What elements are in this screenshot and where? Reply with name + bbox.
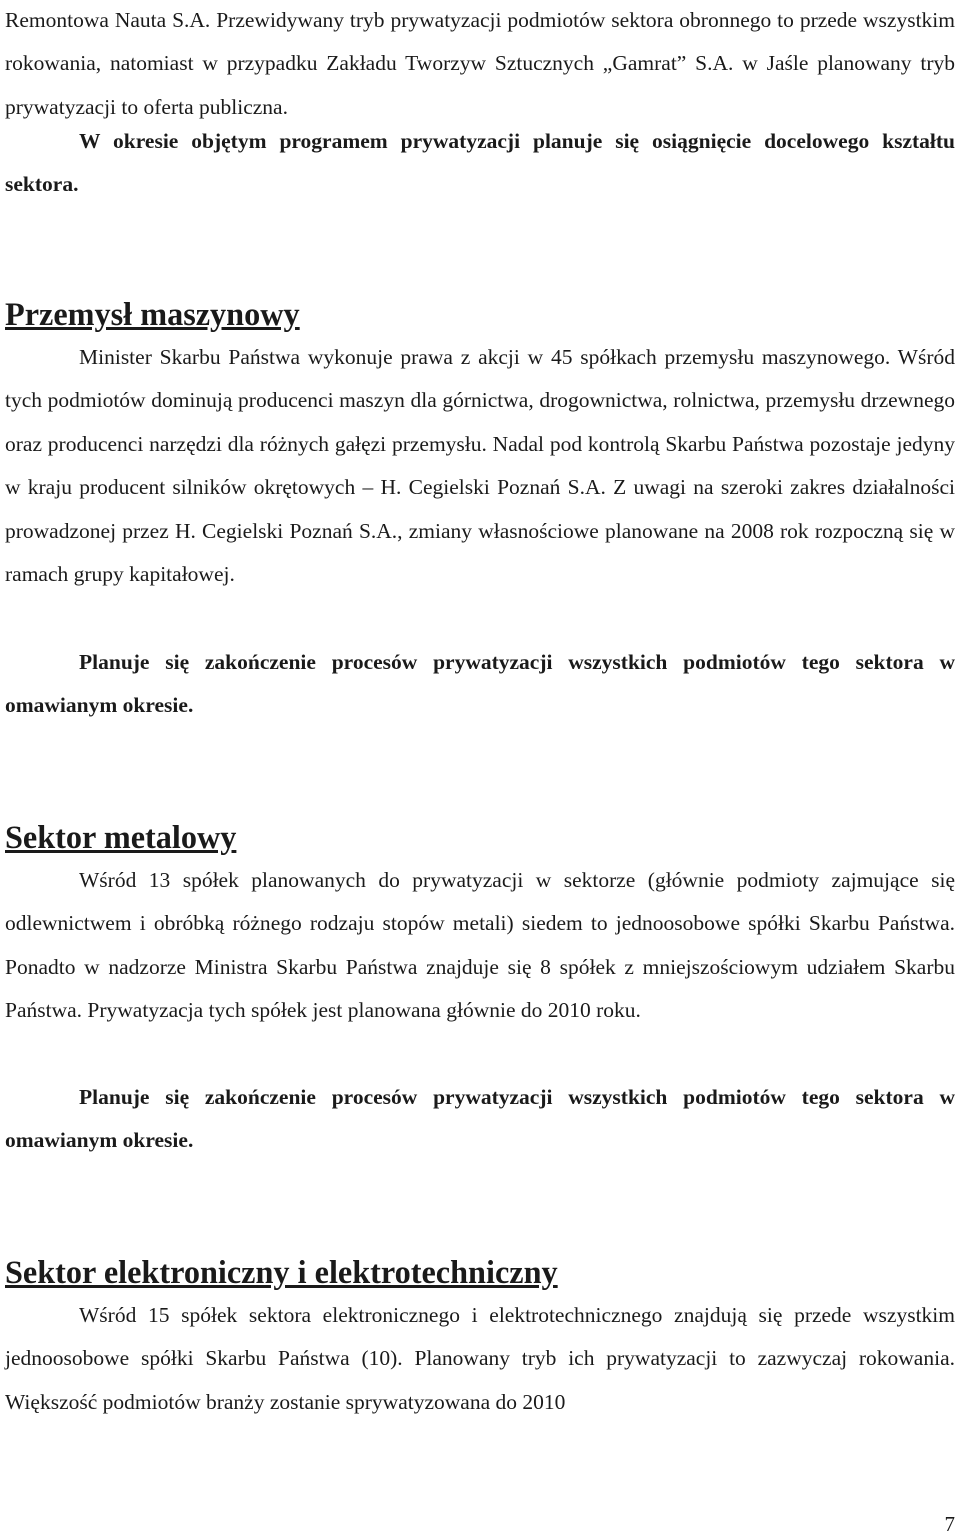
paragraph-defense-sector: Remontowa Nauta S.A. Przewidywany tryb prywatyzacji podmiotów sektora obronnego to przede wszystkim rokowania, natomiast w przypadku Zakładu Tworzyw Sztucznych „Gamrat” S.A. w Jaśle planowany tryb prywatyzacji to oferta publiczna. — [5, 8, 955, 119]
paragraph-metal: Wśród 13 spółek planowanych do prywatyzacji w sektorze (głównie podmioty zajmujące się odlewnictwem i obróbką różnego rodzaju stopów metali) siedem to jednoosobowe spółki Skarbu Państwa. Ponadto w nadzorze Ministra Skarbu Państwa znajduje się 8 spółek z mniejszościowym udziałem Skarbu Państwa. Prywatyzacja tych spółek jest planowana głównie do 2010 roku. — [5, 868, 955, 1023]
paragraph-electronics: Wśród 15 spółek sektora elektronicznego i elektrotechnicznego znajdują się przede wszystkim jednoosobowe spółki Skarbu Państwa (10). Planowany tryb ich prywatyzacji to zazwyczaj rokowania. Większość podmiotów branży zostanie sprywatyzowana do 2010 — [5, 1303, 955, 1414]
paragraph-machinery-conclusion: Planuje się zakończenie procesów prywatyzacji wszystkich podmiotów tego sektora w omawianym okresie. — [5, 650, 955, 718]
section-heading-metal: Sektor metalowy — [5, 819, 237, 855]
page-number: 7 — [944, 1512, 955, 1536]
section-heading-machinery: Przemysł maszynowy — [5, 296, 300, 332]
paragraph-metal-conclusion: Planuje się zakończenie procesów prywatyzacji wszystkich podmiotów tego sektora w omawianym okresie. — [5, 1085, 955, 1153]
paragraph-target-shape: W okresie objętym programem prywatyzacji planuje się osiągnięcie docelowego kształtu sektora. — [5, 129, 955, 197]
paragraph-machinery: Minister Skarbu Państwa wykonuje prawa z akcji w 45 spółkach przemysłu maszynowego. Wśród tych podmiotów dominują producenci maszyn dla górnictwa, drogownictwa, rolnictwa, przemysłu drzewnego oraz producenci narzędzi dla różnych gałęzi przemysłu. Nadal pod kontrolą Skarbu Państwa pozostaje jedyny w kraju producent silników okrętowych – H. Cegielski Poznań S.A. Z uwagi na szeroki zakres działalności prowadzonej przez H. Cegielski Poznań S.A., zmiany własnościowe planowane na 2008 rok rozpoczną się w ramach grupy kapitałowej. — [5, 345, 955, 587]
section-heading-electronics: Sektor elektroniczny i elektrotechniczny — [5, 1254, 558, 1290]
